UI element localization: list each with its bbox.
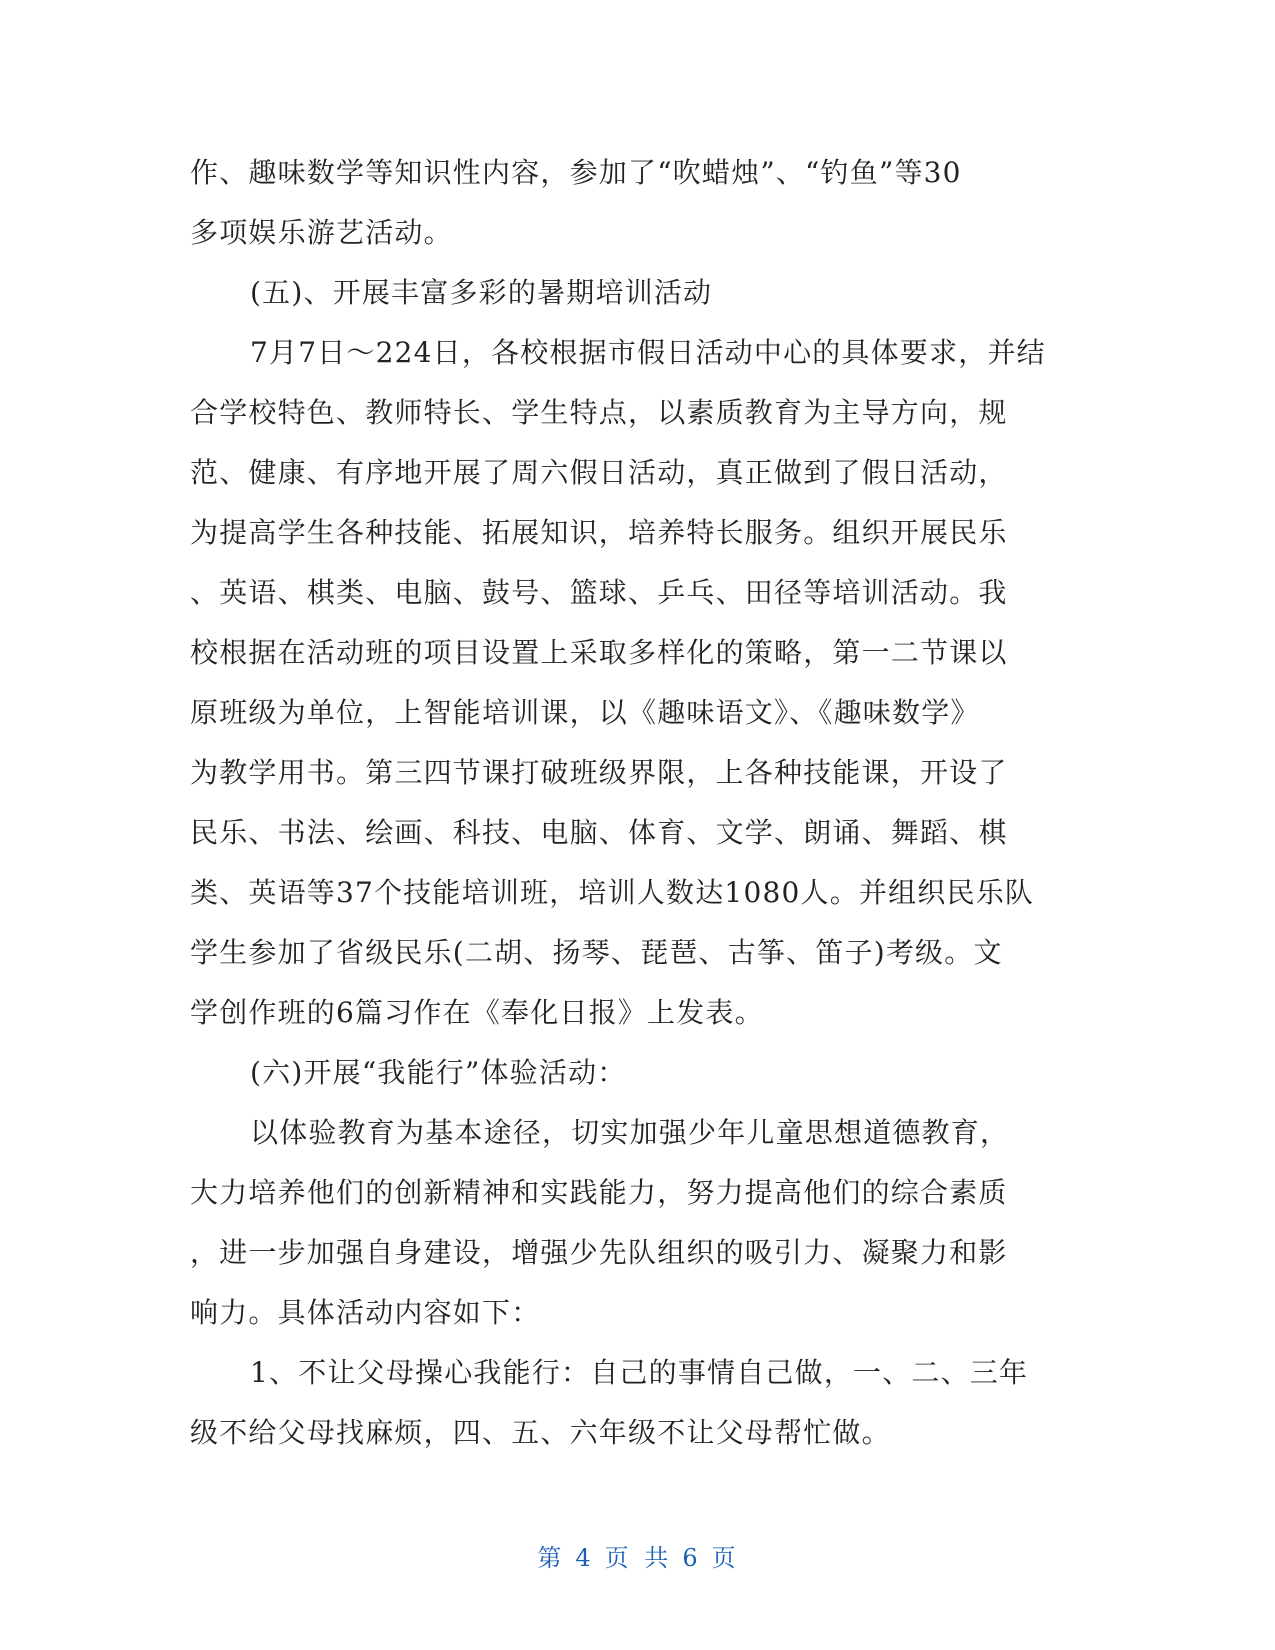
text-line: 以体验教育为基本途径，切实加强少年儿童思想道德教育，: [250, 1116, 1010, 1149]
text-line: 为教学用书。第三四节课打破班级界限，上各种技能课，开设了: [190, 756, 1008, 789]
footer-page-number: 4: [575, 1544, 593, 1572]
text-line: 大力培养他们的创新精神和实践能力，努力提高他们的综合素质: [190, 1176, 1008, 1209]
section-heading: (六)开展“我能行”体验活动：: [250, 1056, 627, 1089]
text-line: 为提高学生各种技能、拓展知识，培养特长服务。组织开展民乐: [190, 516, 1008, 549]
footer-suffix: 页: [711, 1544, 738, 1572]
text-line: 响力。具体活动内容如下：: [190, 1296, 541, 1329]
text-line: 7月7日～224日，各校根据市假日活动中心的具体要求，并结: [250, 336, 1046, 369]
text-line: 类、英语等37个技能培训班，培训人数达1080人。并组织民乐队: [190, 876, 1035, 909]
text-line: ，进一步加强自身建设，增强少先队组织的吸引力、凝聚力和影: [190, 1236, 1008, 1269]
text-line: 、英语、棋类、电脑、鼓号、篮球、乒乓、田径等培训活动。我: [190, 576, 1008, 609]
text-line: 原班级为单位，上智能培训课，以《趣味语文》、《趣味数学》: [190, 696, 980, 729]
text-line: 级不给父母找麻烦，四、五、六年级不让父母帮忙做。: [190, 1416, 891, 1449]
page-footer: [0, 1538, 1275, 1573]
text-line: 作、趣味数学等知识性内容，参加了“吹蜡烛”、“钓鱼”等30: [190, 156, 962, 189]
section-heading: (五)、开展丰富多彩的暑期培训活动: [250, 276, 713, 309]
text-line: 民乐、书法、绘画、科技、电脑、体育、文学、朗诵、舞蹈、棋: [190, 816, 1008, 849]
text-line: 多项娱乐游艺活动。: [190, 216, 453, 249]
text-line: 校根据在活动班的项目设置上采取多样化的策略，第一二节课以: [190, 636, 1008, 669]
footer-total-pages: 6: [682, 1544, 700, 1572]
text-line: 学生参加了省级民乐(二胡、扬琴、琵琶、古筝、笛子)考级。文: [190, 936, 1003, 969]
text-line: 范、健康、有序地开展了周六假日活动，真正做到了假日活动，: [190, 456, 1008, 489]
text-line: 学创作班的6篇习作在《奉化日报》上发表。: [190, 996, 764, 1029]
document-body: [190, 143, 1070, 1463]
text-line: 1、不让父母操心我能行：自己的事情自己做，一、二、三年: [250, 1356, 1029, 1389]
text-line: 合学校特色、教师特长、学生特点，以素质教育为主导方向，规: [190, 396, 1008, 429]
footer-prefix: 第: [537, 1544, 564, 1572]
footer-middle: 页 共: [604, 1544, 671, 1572]
